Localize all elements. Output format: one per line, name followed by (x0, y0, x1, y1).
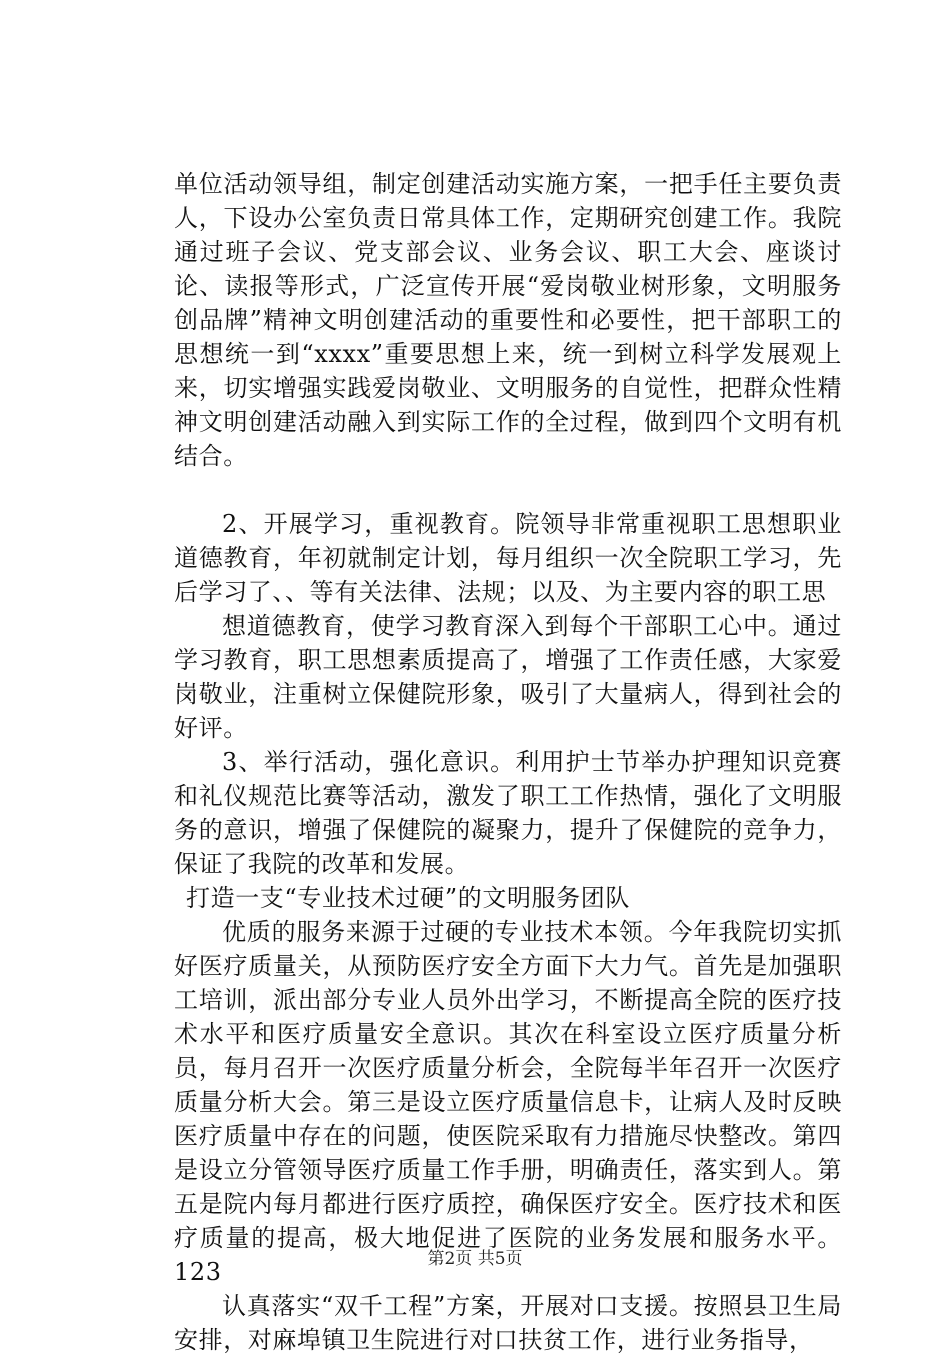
section-heading-service-team: 打造一支“专业技术过硬”的文明服务团队 (186, 884, 630, 912)
document-body (174, 167, 842, 1357)
paragraph-study-education: 2、开展学习，重视教育。院领导非常重视职工思想职业道德教育，年初就制定计划，每月组织一次全院职工学习，先后学习了、、等有关法律、法规；以及、为主要内容的职工思 (174, 510, 842, 606)
paragraph-moral-education: 想道德教育，使学习教育深入到每个干部职工心中。通过学习教育，职工思想素质提高了，增强了工作责任感，大家爱岗敬业，注重树立保健院形象，吸引了大量病人，得到社会的好评。 (174, 612, 842, 742)
paragraph-leadership-group: 单位活动领导组，制定创建活动实施方案，一把手任主要负责人，下设办公室负责日常具体工作，定期研究创建工作。我院通过班子会议、党支部会议、业务会议、职工大会、座谈讨论、读报等形式，广泛宣传开展“爱岗敬业树形象，文明服务创品牌”精神文明创建活动的重要性和必要性，把干部职工的思想统一到“xxxx”重要思想上来，统一到树立科学发展观上来，切实增强实践爱岗敬业、文明服务的自觉性，把群众性精神文明创建活动融入到实际工作的全过程，做到四个文明有机结合。 (174, 170, 842, 470)
paragraph-spacer (174, 473, 842, 507)
paragraph-activities: 3、举行活动，强化意识。利用护士节举办护理知识竞赛和礼仪规范比赛等活动，激发了职工工作热情，强化了文明服务的意识，增强了保健院的凝聚力，提升了保健院的竞争力，保证了我院的改革和发展。 (174, 748, 842, 878)
paragraph-medical-quality: 优质的服务来源于过硬的专业技术本领。今年我院切实抓好医疗质量关，从预防医疗安全方面下大力气。首先是加强职工培训，派出部分专业人员外出学习，不断提高全院的医疗技术水平和医疗质量安全意识。其次在科室设立医疗质量分析员，每月召开一次医疗质量分析会，全院每半年召开一次医疗质量分析大会。第三是设立医疗质量信息卡，让病人及时反映医疗质量中存在的问题，使医院采取有力措施尽快整改。第四是设立分管领导医疗质量工作手册，明确责任，落实到人。第五是院内每月都进行医疗质控，确保医疗安全。医疗技术和医疗质量的提高，极大地促进了医院的业务发展和服务水平。123 (174, 918, 842, 1286)
page-number-footer: 第2页 共5页 (427, 1249, 523, 1269)
paragraph-counterpart-support: 认真落实“双千工程”方案，开展对口支援。按照县卫生局安排，对麻埠镇卫生院进行对口扶贫工作，进行业务指导， (174, 1292, 842, 1354)
